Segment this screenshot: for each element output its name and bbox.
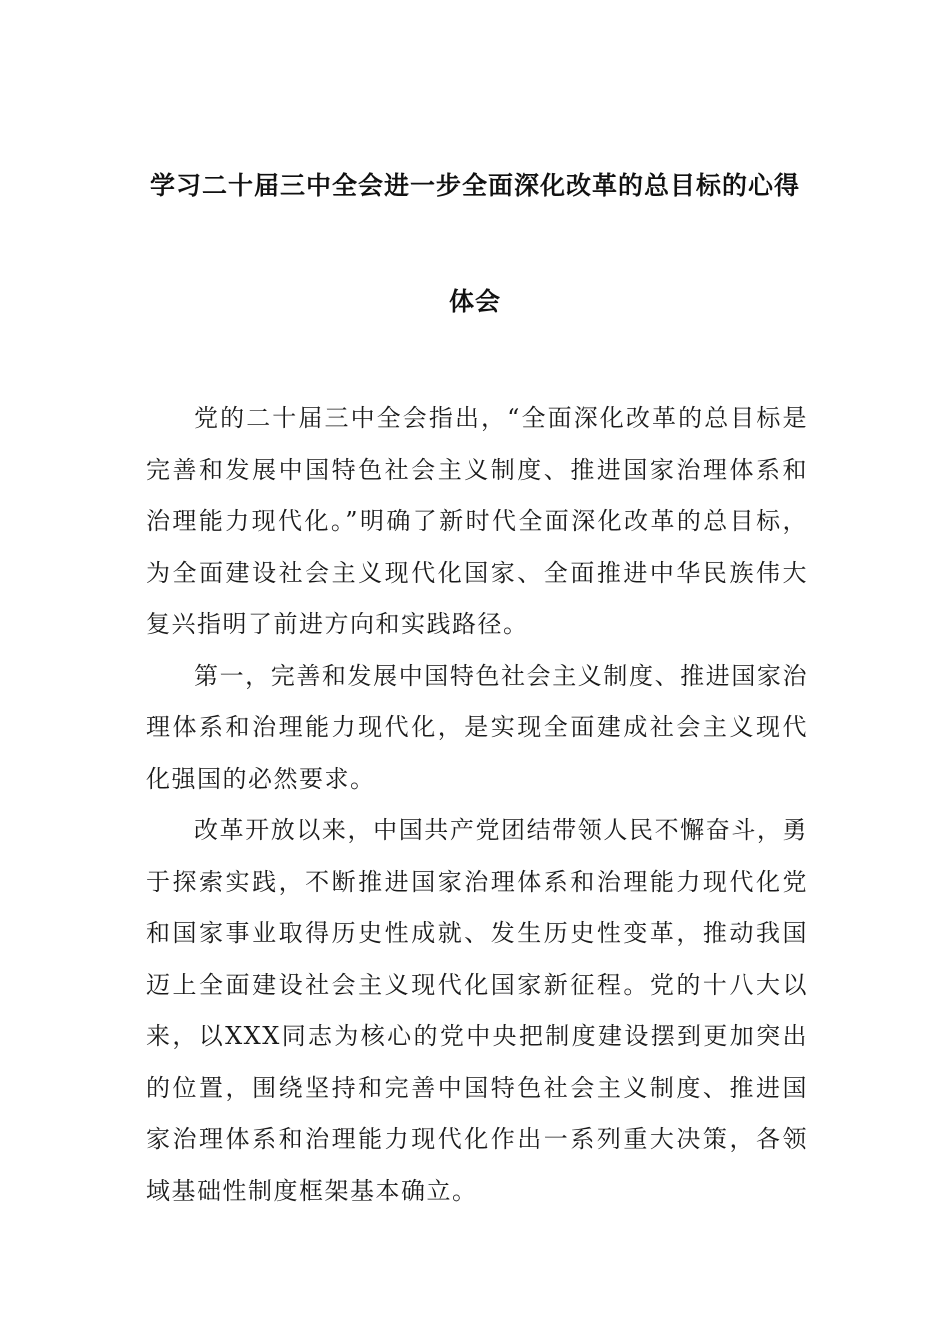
document-body — [146, 393, 808, 1217]
paragraph-1: 党的二十届三中全会指出，“全面深化改革的总目标是完善和发展中国特色社会主义制度、推进国家治理体系和治理能力现代化。”明确了新时代全面深化改革的总目标，为全面建设社会主义现代化国家、全面推进中华民族伟大复兴指明了前进方向和实践路径。 — [146, 404, 808, 638]
document-title-line-2: 体会 — [448, 287, 501, 316]
paragraph-2: 第一，完善和发展中国特色社会主义制度、推进国家治理体系和治理能力现代化，是实现全面建成社会主义现代化强国的必然要求。 — [146, 661, 808, 793]
paragraph-3: 改革开放以来，中国共产党团结带领人民不懈奋斗，勇于探索实践，不断推进国家治理体系和治理能力现代化党和国家事业取得历史性成就、发生历史性变革，推动我国迈上全面建设社会主义现代化国家新征程。党的十八大以来，以XXX同志为核心的党中央把制度建设摆到更加突出的位置，围绕坚持和完善中国特色社会主义制度、推进国家治理体系和治理能力现代化作出一系列重大决策，各领域基础性制度框架基本确立。 — [146, 816, 808, 1205]
document-title-line-1: 学习二十届三中全会进一步全面深化改革的总目标的心得 — [149, 171, 800, 200]
